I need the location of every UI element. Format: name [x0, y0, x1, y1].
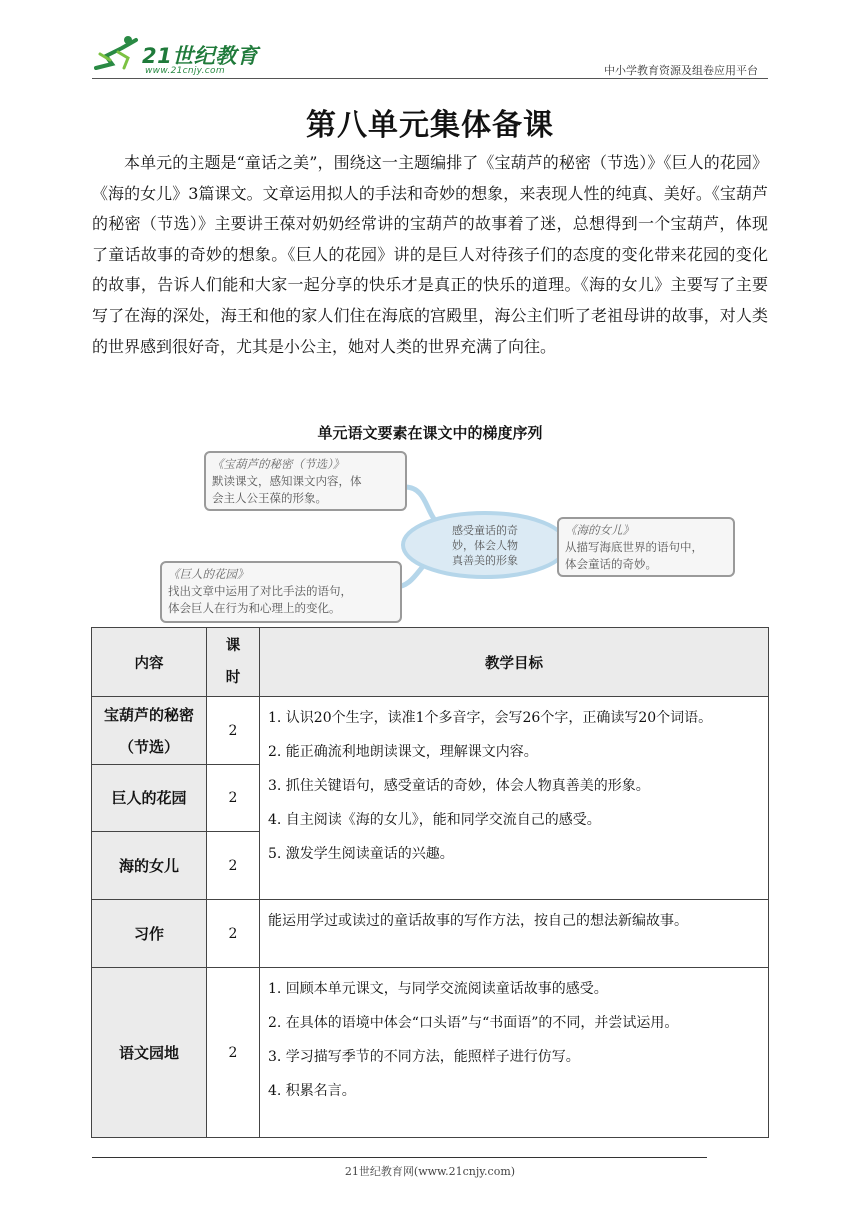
header-hours-char: 时: [225, 670, 241, 686]
goal-item: 1. 认识20个生字，读准1个多音字，会写26个字，正确读写20个词语。: [268, 710, 713, 726]
mind-map-diagram: [168, 447, 740, 629]
shared-goals: [260, 697, 769, 900]
goal-item: 5. 激发学生阅读童话的兴趣。: [268, 846, 454, 862]
box-line: 从描写海底世界的语句中，: [565, 540, 703, 554]
goal-item: 1. 回顾本单元课文，与同学交流阅读童话故事的感受。: [268, 981, 608, 997]
lesson-name: 语文园地: [92, 968, 207, 1138]
goal-item: 3. 抓住关键语句，感受童话的奇妙，体会人物真善美的形象。: [268, 778, 650, 794]
page-header: [92, 30, 768, 80]
table-row: [92, 697, 769, 765]
diagram-title: 单元语文要素在课文中的梯度序列: [317, 424, 543, 442]
lesson-hours: 2: [207, 765, 260, 832]
box-heading: 《巨人的花园》: [168, 567, 249, 581]
runner-logo-icon: [92, 34, 144, 74]
goal-item: 2. 在具体的语境中体会“口头语”与“书面语”的不同，并尝试运用。: [268, 1015, 679, 1031]
diagram-box-baohulu: [204, 451, 407, 511]
goal-item: 2. 能正确流利地朗读课文，理解课文内容。: [268, 744, 538, 760]
logo: [92, 34, 262, 74]
goal-item: 3. 学习描写季节的不同方法，能照样子进行仿写。: [268, 1049, 580, 1065]
box-line: 默读课文，感知课文内容，体: [212, 474, 362, 488]
garden-goals: [260, 968, 769, 1138]
header-hours-char: 课: [225, 638, 241, 654]
header-hours: [207, 628, 260, 697]
header-goals: 教学目标: [260, 628, 769, 697]
page-title: 第八单元集体备课: [306, 108, 554, 143]
intro-paragraph: 本单元的主题是“童话之美”，围绕这一主题编排了《宝葫芦的秘密（节选）》《巨人的花园》《海的女儿》3篇课文。文章运用拟人的手法和奇妙的想象，来表现人性的纯真、美好。《宝葫芦的秘密（节选）》主要讲王葆对奶奶经常讲的宝葫芦的故事着了迷，总想得到一个宝葫芦，体现了童话故事的奇妙的想象。《巨人的花园》讲的是巨人对待孩子们的态度的变化带来花园的变化的故事，告诉人们能和大家一起分享的快乐才是真正的快乐的道理。《海的女儿》主要写了主要写了在海的深处，海王和他的家人们住在海底的宫殿里，海公主们听了老祖母讲的故事，对人类的世界感到很好奇，尤其是小公主，她对人类的世界充满了向往。: [92, 153, 768, 356]
box-heading: 《海的女儿》: [565, 523, 634, 537]
box-line: 找出文章中运用了对比手法的语句，: [168, 584, 352, 598]
footer-text: 21世纪教育网(www.21cnjy.com): [344, 1165, 516, 1178]
diagram-box-juren: [160, 561, 402, 623]
lesson-hours: 2: [207, 968, 260, 1138]
platform-name: 中小学教育资源及组卷应用平台: [604, 64, 758, 77]
goal-item: 4. 自主阅读《海的女儿》，能和同学交流自己的感受。: [268, 812, 601, 828]
goal-item: 4. 积累名言。: [268, 1083, 356, 1099]
footer-divider: [92, 1157, 707, 1158]
lesson-name: 海的女儿: [92, 832, 207, 900]
header-divider: [92, 78, 768, 79]
header-content: 内容: [92, 628, 207, 697]
center-line: 妙，体会人物: [452, 539, 518, 552]
lesson-hours: 2: [207, 832, 260, 900]
table-row: [92, 900, 769, 968]
center-concept: [408, 523, 562, 568]
goal-item: 能运用学过或读过的童话故事的写作方法，按自己的想法新编故事。: [268, 913, 688, 929]
lesson-name: 宝葫芦的秘密（节选）: [92, 697, 207, 765]
box-heading: 《宝葫芦的秘密（节选）》: [212, 457, 345, 471]
box-line: 会主人公王葆的形象。: [212, 491, 327, 505]
lesson-name: 巨人的花园: [92, 765, 207, 832]
box-line: 体会童话的奇妙。: [565, 557, 657, 571]
lesson-name: 习作: [92, 900, 207, 968]
logo-text: 21世纪教育: [142, 44, 259, 68]
center-line: 真善美的形象: [452, 554, 518, 567]
table-header-row: [92, 628, 769, 697]
lesson-hours: 2: [207, 697, 260, 765]
center-line: 感受童话的奇: [452, 524, 518, 537]
diagram-box-haidenver: [557, 517, 735, 577]
writing-goal: [260, 900, 769, 968]
lesson-hours: 2: [207, 900, 260, 968]
table-row: [92, 968, 769, 1138]
logo-url: www.21cnjy.com: [145, 66, 225, 76]
box-line: 体会巨人在行为和心理上的变化。: [168, 601, 341, 615]
teaching-goals-table: [91, 627, 769, 1138]
